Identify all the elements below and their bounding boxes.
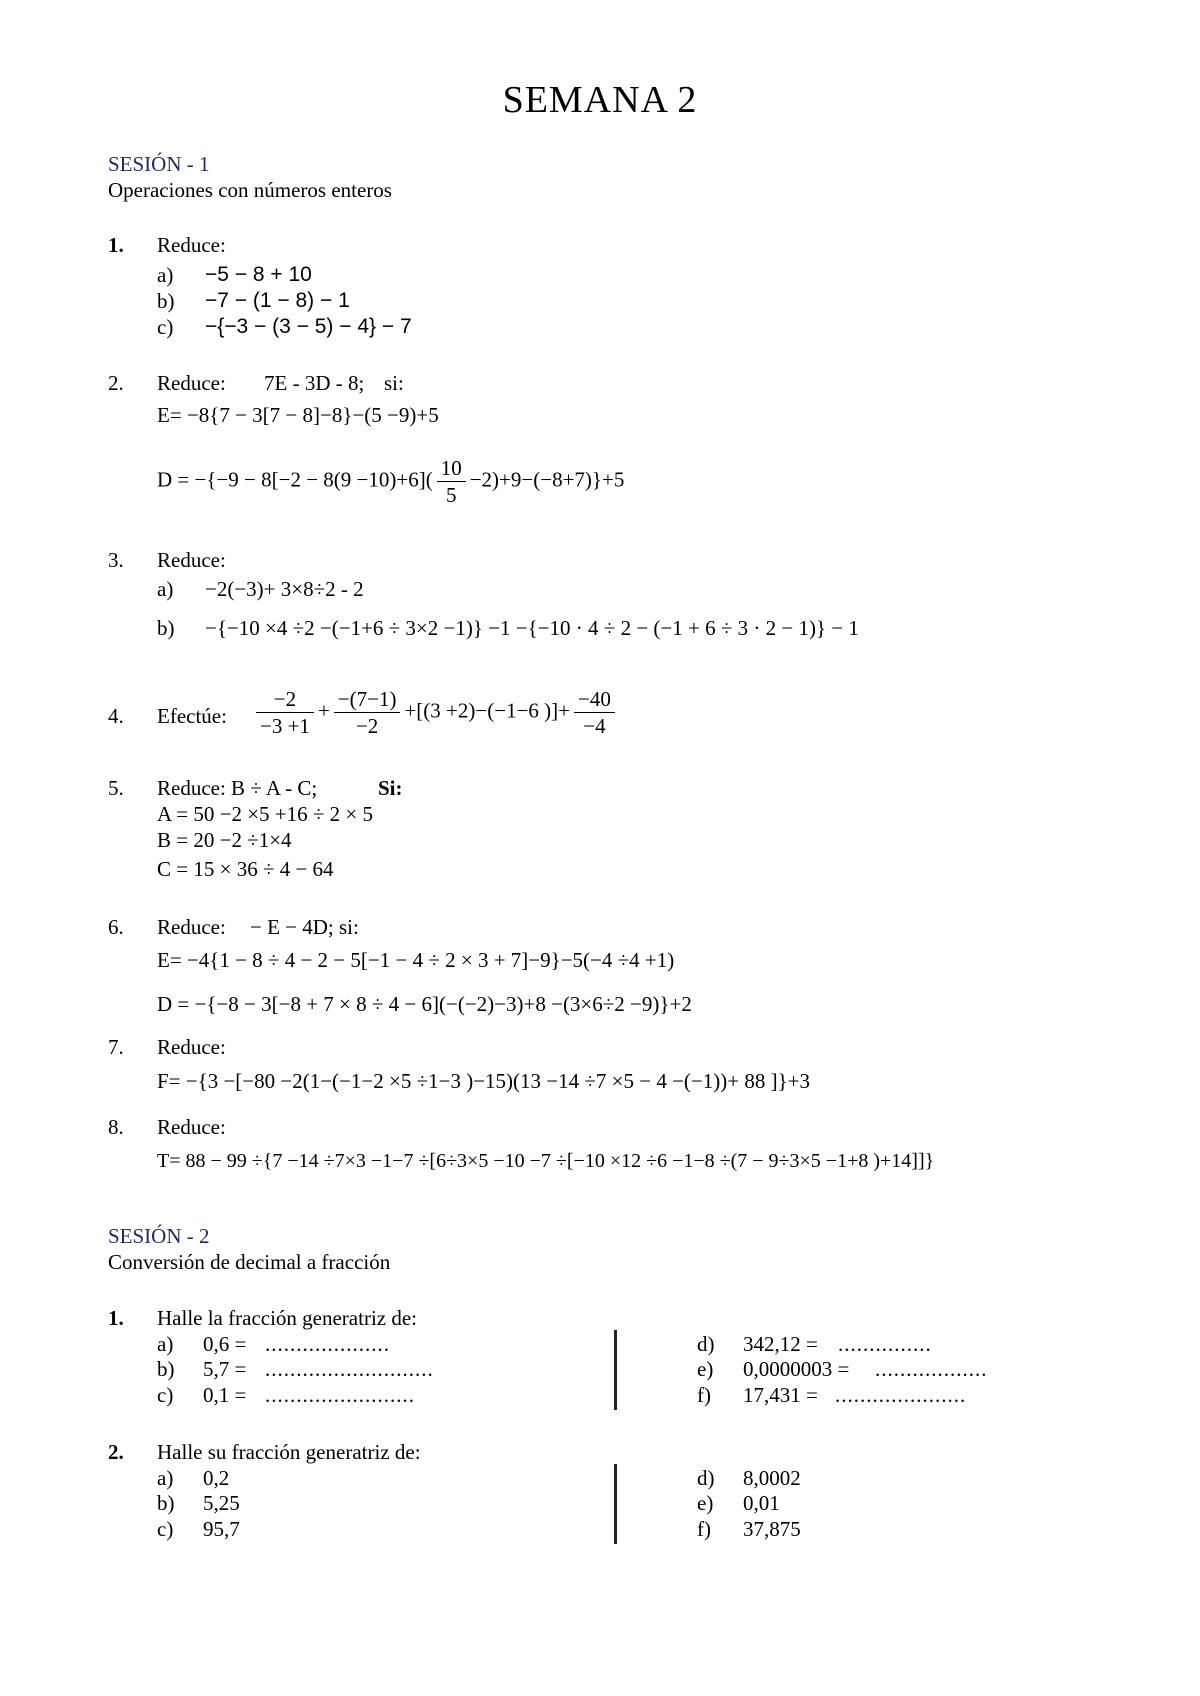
- problem-5-a-line: A = 50 −2 ×5 +16 ÷ 2 × 5: [157, 802, 373, 826]
- problem-5-b-line: B = 20 −2 ÷1×4: [157, 828, 292, 852]
- q1-a-letter: a): [157, 1332, 174, 1356]
- problem-1a-expr: −5 − 8 + 10: [205, 263, 312, 286]
- fraction-numerator: −2: [273, 687, 297, 711]
- problem-6-number: 6.: [108, 915, 124, 939]
- problem-3b-expr: −{−10 ×4 ÷2 −(−1+6 ÷ 3×2 −1)} −1 −{−10 · 4 ÷ 2 − (−1 + 6 ÷ 3 · 2 − 1)} − 1: [205, 616, 859, 640]
- q1-a-answer-blank[interactable]: ....................: [265, 1332, 390, 1356]
- q2-f-letter: f): [697, 1517, 711, 1541]
- fraction-numerator: −(7−1): [337, 687, 397, 711]
- problem-1b-expr: −7 − (1 − 8) − 1: [205, 289, 350, 312]
- q1-c-value: 0,1 =: [203, 1383, 247, 1407]
- q2-d-value: 8,0002: [743, 1466, 801, 1490]
- q1-f-letter: f): [697, 1383, 711, 1407]
- problem-2-e-expression: E= −8{7 − 3[7 − 8]−8}−(5 −9)+5: [157, 403, 439, 427]
- problem-5-c-line: C = 15 × 36 ÷ 4 − 64: [157, 857, 334, 881]
- q2-c-value: 95,7: [203, 1517, 240, 1541]
- question-2-label: Halle su fracción generatriz de:: [157, 1440, 421, 1464]
- fraction-denominator: −2: [334, 712, 401, 739]
- q2-a-value: 0,2: [203, 1466, 230, 1490]
- q2-b-value: 5,25: [203, 1491, 240, 1515]
- problem-5-si: Si:: [378, 776, 403, 800]
- fraction: [334, 686, 401, 739]
- problem-8-label: Reduce:: [157, 1115, 226, 1139]
- problem-6-e-line: E= −4{1 − 8 ÷ 4 − 2 − 5[−1 − 4 ÷ 2 × 3 + 7]−9}−5(−4 ÷4 +1): [157, 948, 675, 972]
- problem-3-number: 3.: [108, 548, 124, 572]
- session-2-subtitle: Conversión de decimal a fracción: [108, 1250, 391, 1274]
- fraction-denominator: 5: [437, 481, 466, 508]
- problem-6-d-line: D = −{−8 − 3[−8 + 7 × 8 ÷ 4 − 6](−(−2)−3)+8 −(3×6÷2 −9)}+2: [157, 992, 692, 1016]
- fraction: [256, 686, 314, 739]
- q2-e-value: 0,01: [743, 1491, 780, 1515]
- problem-2-si: si:: [384, 371, 404, 395]
- bracket-term: +[(3 +2)−(−1−6 )]+: [404, 698, 570, 723]
- q1-b-letter: b): [157, 1357, 175, 1381]
- d-expression-end: −2)+9−(−8+7)}+5: [469, 467, 625, 492]
- q1-e-letter: e): [697, 1357, 714, 1381]
- q1-e-value: 0,0000003 =: [743, 1357, 850, 1381]
- fraction-denominator: −3 +1: [256, 712, 314, 739]
- problem-2-label: Reduce:: [157, 371, 226, 395]
- q1-e-answer-blank[interactable]: ..................: [875, 1357, 988, 1381]
- problem-2-d-expression: [157, 455, 624, 508]
- problem-2-expr: 7E - 3D - 8;: [264, 371, 365, 395]
- problem-1-label: Reduce:: [157, 233, 226, 257]
- problem-7-number: 7.: [108, 1035, 124, 1059]
- question-1-number: 1.: [108, 1306, 124, 1330]
- session-2-heading: SESIÓN - 2: [108, 1224, 210, 1248]
- question-1-label: Halle la fracción generatriz de:: [157, 1306, 418, 1330]
- problem-4-expression: $\frac{-2}{-3 +1}$ + $\frac{-(7-1)}{-2}$ +[(3 +2)−(−1−6 )]+ $\frac{-40}{-4}$: [252, 686, 619, 739]
- q1-a-value: 0,6 =: [203, 1332, 247, 1356]
- d-expression-start: D = −{−9 − 8[−2 − 8(9 −10)+6](: [157, 467, 433, 492]
- q2-a-letter: a): [157, 1466, 174, 1490]
- column-divider: [614, 1464, 617, 1544]
- problem-2-number: 2.: [108, 371, 124, 395]
- fraction: [437, 455, 466, 508]
- q1-c-answer-blank[interactable]: ........................: [265, 1383, 415, 1407]
- problem-3-label: Reduce:: [157, 548, 226, 572]
- problem-5-label: Reduce: B ÷ A - C;: [157, 776, 318, 800]
- problem-3b-letter: b): [157, 616, 175, 640]
- q2-f-value: 37,875: [743, 1517, 801, 1541]
- problem-1b-letter: b): [157, 289, 175, 313]
- problem-1c-expr: −{−3 − (3 − 5) − 4} − 7: [205, 315, 412, 338]
- problem-1a-letter: a): [157, 263, 174, 287]
- q2-b-letter: b): [157, 1491, 175, 1515]
- page-title: SEMANA 2: [502, 79, 698, 121]
- q1-b-value: 5,7 =: [203, 1357, 247, 1381]
- problem-7-label: Reduce:: [157, 1035, 226, 1059]
- q1-d-value: 342,12 =: [743, 1332, 818, 1356]
- problem-4-label: Efectúe:: [157, 704, 227, 728]
- q1-d-answer-blank[interactable]: ...............: [838, 1332, 932, 1356]
- session-1-subtitle: Operaciones con números enteros: [108, 178, 392, 202]
- q2-c-letter: c): [157, 1517, 174, 1541]
- problem-8-number: 8.: [108, 1115, 124, 1139]
- problem-3a-expr: −2(−3)+ 3×8÷2 - 2: [205, 577, 364, 601]
- q2-e-letter: e): [697, 1491, 714, 1515]
- fraction-numerator: 10: [440, 456, 462, 480]
- q1-c-letter: c): [157, 1383, 174, 1407]
- problem-7-line: F= −{3 −[−80 −2(1−(−1−2 ×5 ÷1−3 )−15)(13 −14 ÷7 ×5 − 4 −(−1))+ 88 ]}+3: [157, 1069, 810, 1093]
- fraction-numerator: −40: [578, 687, 611, 711]
- problem-3a-letter: a): [157, 577, 174, 601]
- problem-8-line: T= 88 − 99 ÷{7 −14 ÷7×3 −1−7 ÷[6÷3×5 −10 −7 ÷[−10 ×12 ÷6 −1−8 ÷(7 − 9÷3×5 −1+8 )+14]]}: [157, 1150, 935, 1172]
- q1-f-value: 17,431 =: [743, 1383, 818, 1407]
- q2-d-letter: d): [697, 1466, 715, 1490]
- q1-d-letter: d): [697, 1332, 715, 1356]
- problem-6-label: Reduce:: [157, 915, 226, 939]
- problem-6-expr: − E − 4D; si:: [250, 915, 359, 939]
- q1-b-answer-blank[interactable]: ...........................: [265, 1357, 434, 1381]
- problem-1-number: 1.: [108, 233, 124, 257]
- fraction-denominator: −4: [574, 712, 615, 739]
- fraction: [574, 686, 615, 739]
- problem-4-number: 4.: [108, 704, 124, 728]
- problem-5-number: 5.: [108, 776, 124, 800]
- problem-1c-letter: c): [157, 315, 174, 339]
- column-divider: [614, 1330, 617, 1410]
- question-2-number: 2.: [108, 1440, 124, 1464]
- session-1-heading: SESIÓN - 1: [108, 152, 210, 176]
- q1-f-answer-blank[interactable]: .....................: [835, 1383, 967, 1407]
